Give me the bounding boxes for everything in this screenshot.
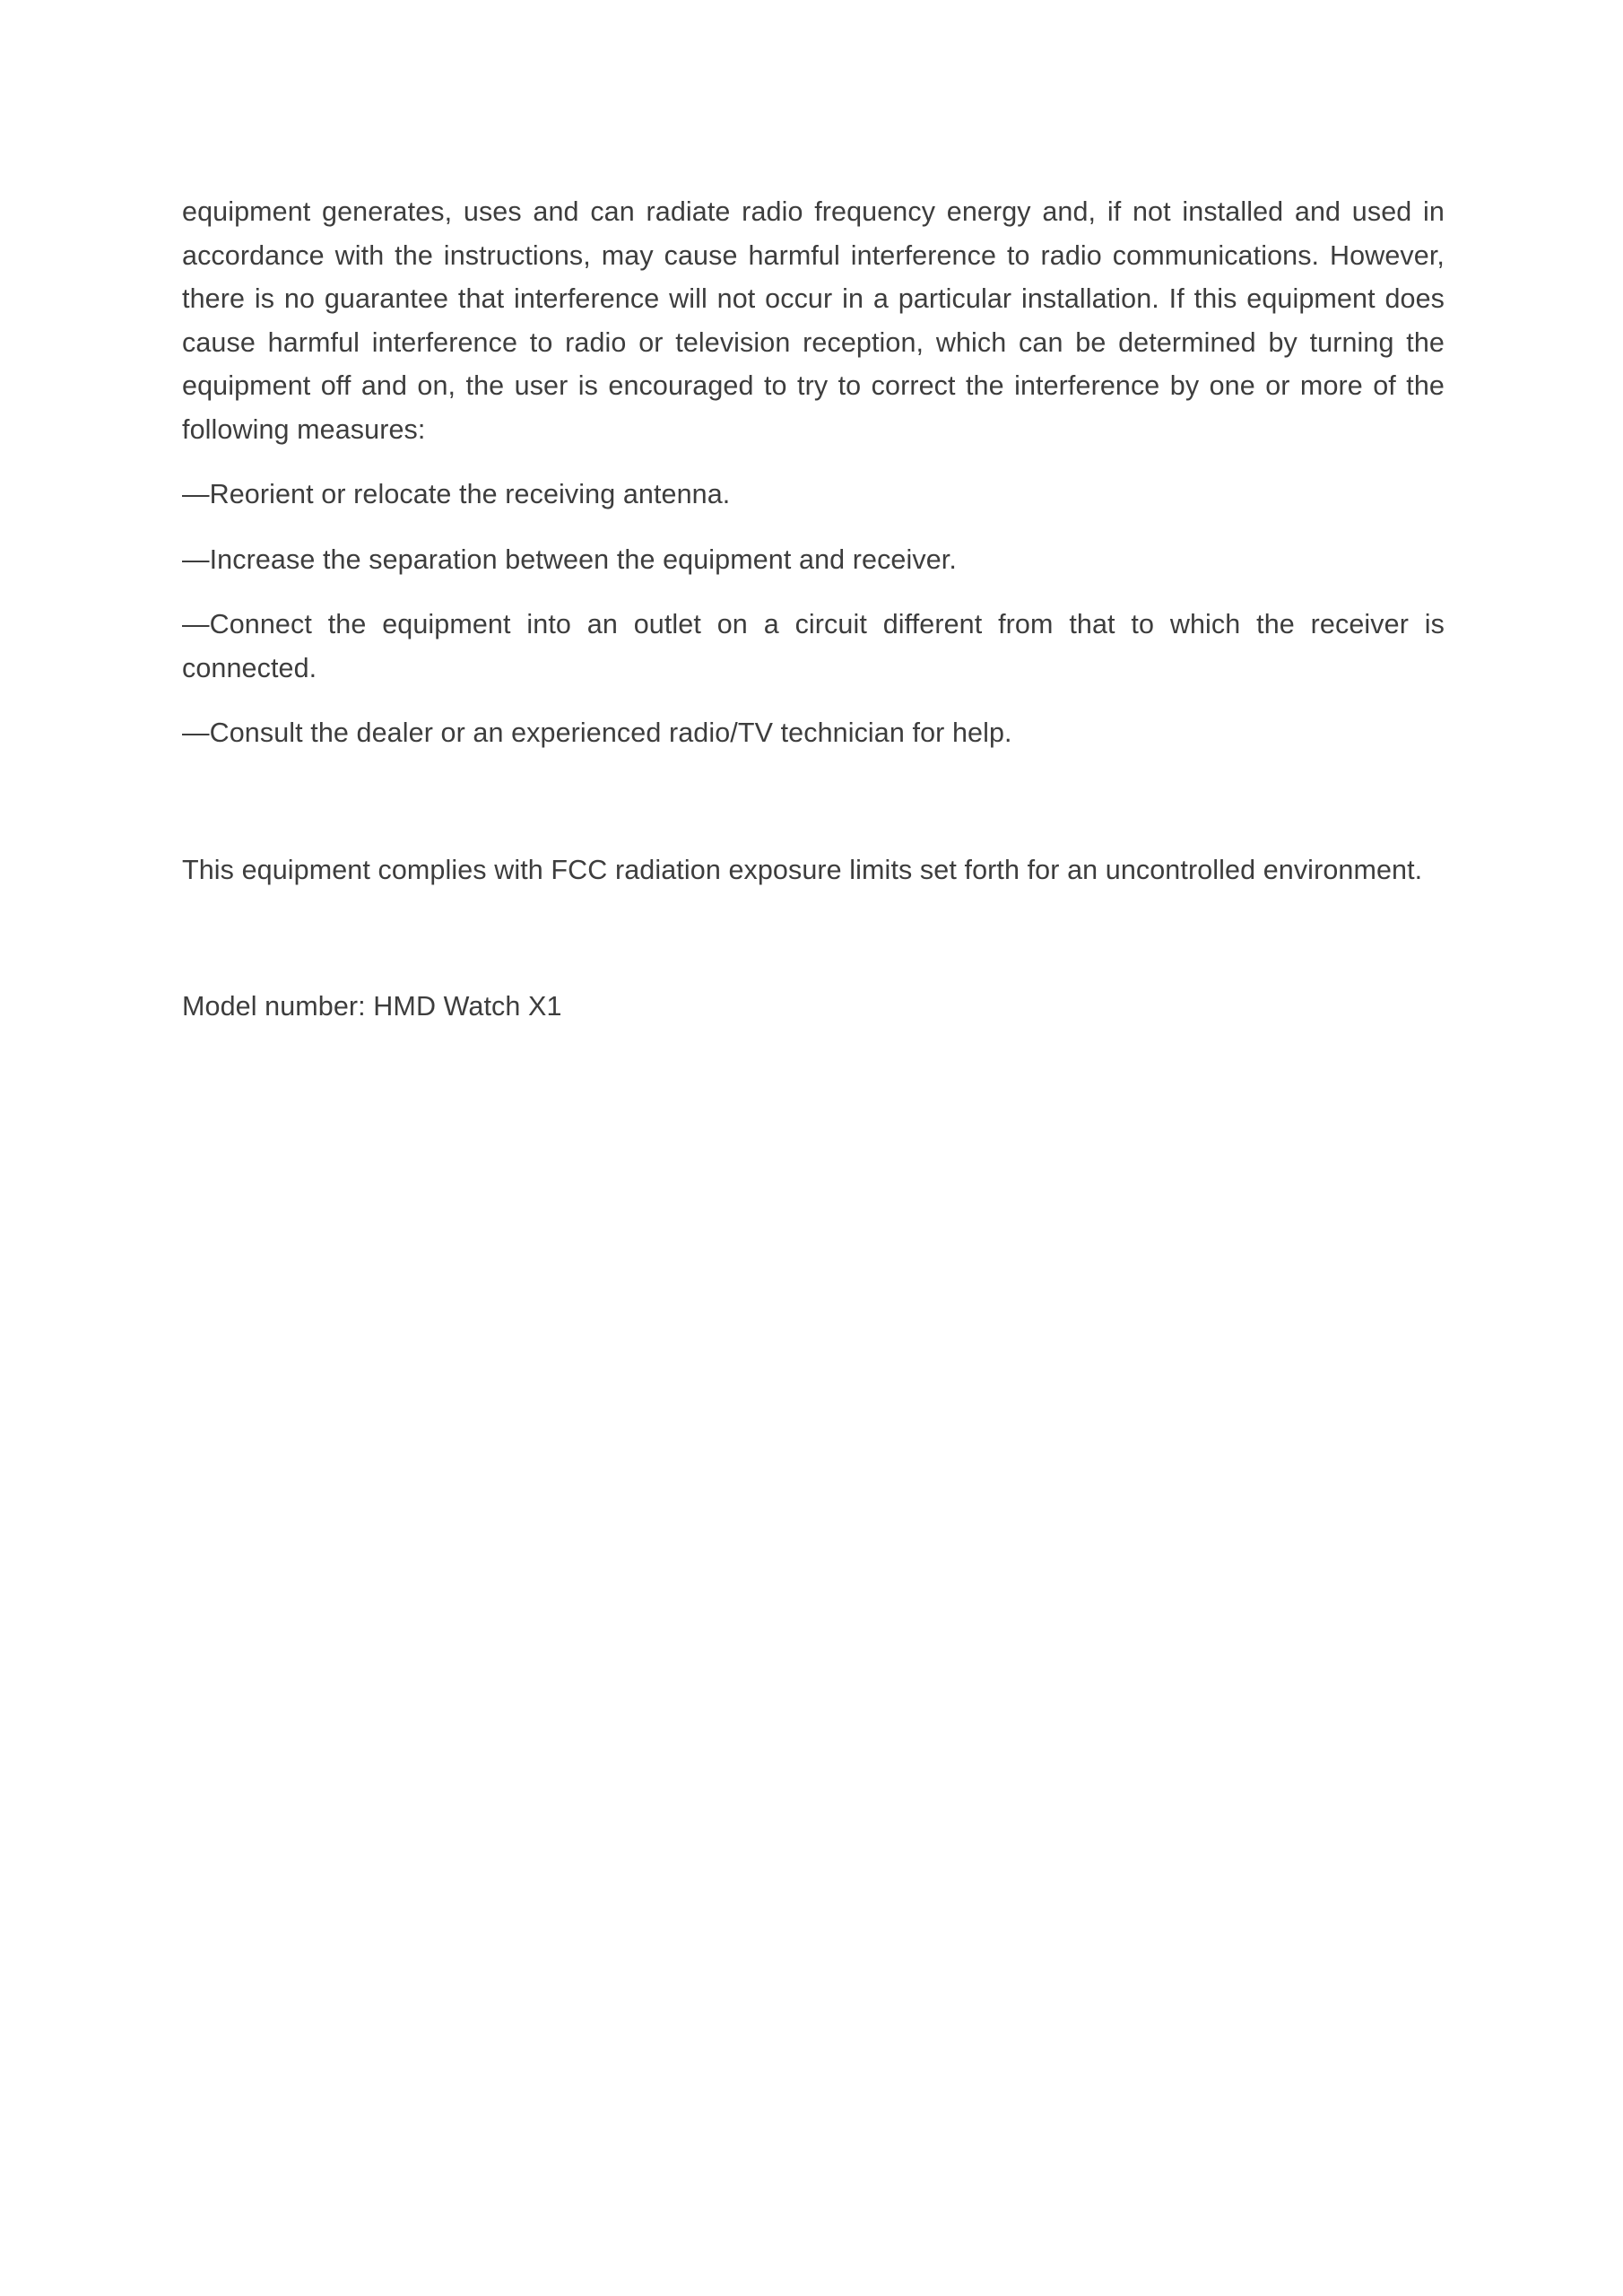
model-number-line: Model number: HMD Watch X1 <box>182 991 562 1022</box>
blank-line <box>182 913 1445 985</box>
measure-reorient-antenna: —Reorient or relocate the receiving antenna. <box>182 479 731 509</box>
measure-increase-separation: —Increase the separation between the equipment and receiver. <box>182 544 957 575</box>
text-block <box>182 190 1445 1050</box>
measure-consult-dealer: —Consult the dealer or an experienced radio/TV technician for help. <box>182 718 1012 748</box>
paragraph-fcc-interference-statement: equipment generates, uses and can radiate radio frequency energy and, if not installed and used in accordance with the instructions, may cause harmful interference to radio communications. However, there is no guarantee that interference will not occur in a particular installation. If this equipment does cause harmful interference to radio or television reception, which can be determined by turning the equipment off and on, the user is encouraged to try to correct the interference by one or more of the following measures: <box>182 196 1445 445</box>
measure-connect-different-outlet: —Connect the equipment into an outlet on a circuit different from that to which the receiver is connected. <box>182 609 1445 683</box>
blank-line <box>182 777 1445 848</box>
paragraph-rf-exposure-compliance: This equipment complies with FCC radiation exposure limits set forth for an uncontrolled environment. <box>182 854 1423 885</box>
